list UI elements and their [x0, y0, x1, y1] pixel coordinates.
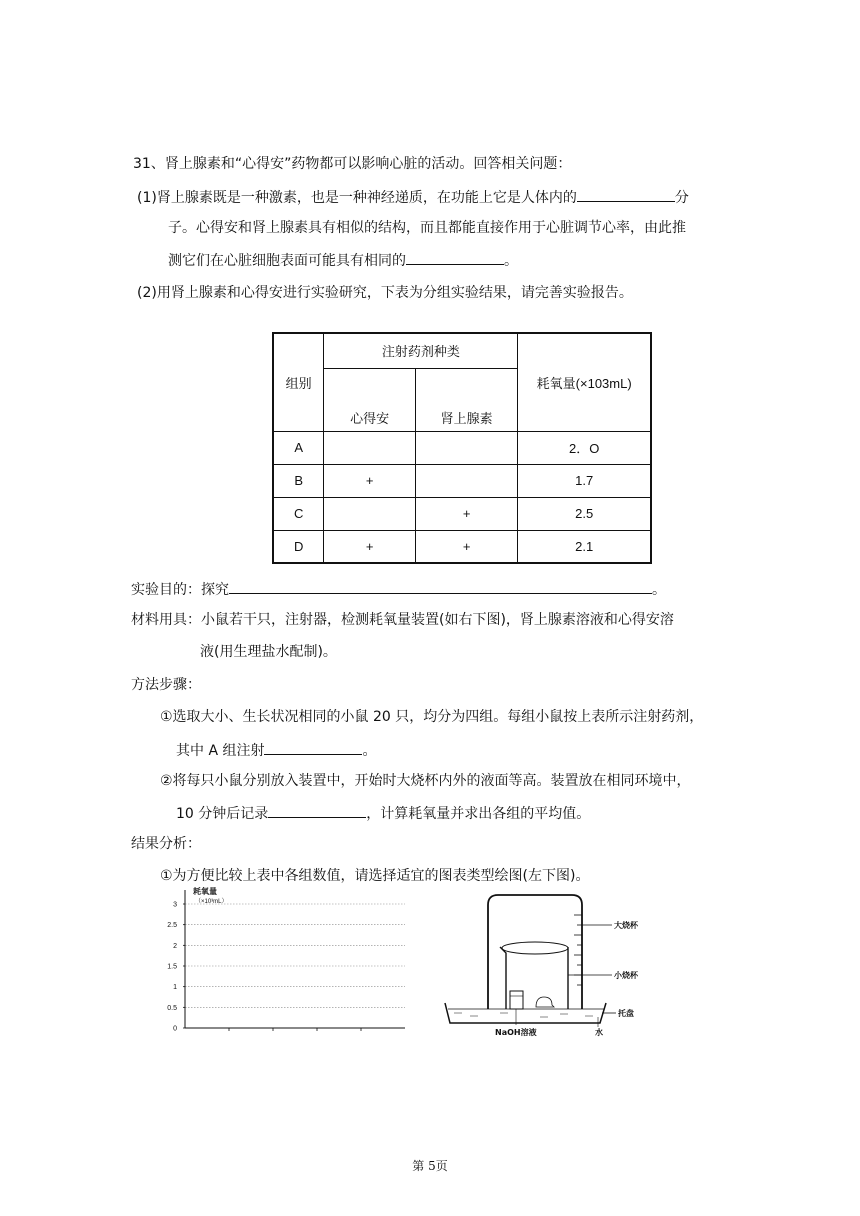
chart-ylabel-unit: （×10³mL）	[195, 899, 228, 905]
table-row	[273, 530, 651, 563]
experiment-table	[272, 332, 652, 564]
purpose-line	[131, 578, 666, 600]
page-number: 第 5页	[412, 1159, 448, 1173]
label-big-beaker: 大烧杯	[614, 921, 638, 930]
mouse-icon	[536, 997, 554, 1007]
y-tick-label: 0.5	[167, 1004, 177, 1012]
table-row	[273, 497, 651, 530]
answer-blank-step1[interactable]	[264, 739, 362, 755]
result-item1: ①为方便比较上表中各组数值，请选择适宜的图表类型绘图(左下图)。	[160, 868, 590, 884]
cell-xindean: +	[324, 464, 416, 497]
y-tick-label: 0	[173, 1025, 177, 1033]
purpose-end: 。	[652, 582, 666, 598]
answer-blank-step2[interactable]	[268, 802, 366, 818]
answer-blank-2[interactable]	[406, 249, 504, 265]
purpose-label: 实验目的：探究	[131, 582, 229, 598]
question-title: 31、肾上腺素和“心得安”药物都可以影响心脏的活动。回答相关问题：	[133, 156, 572, 172]
cell-oxygen: 1.7	[518, 464, 651, 497]
question-part1-line3	[168, 249, 518, 271]
table-row	[273, 431, 651, 464]
part1-text-c-end: 。	[504, 253, 518, 269]
header-xindean: 心得安	[324, 368, 416, 431]
step1-end: 。	[362, 743, 377, 759]
question-part2: (2)用肾上腺素和心得安进行实验研究，下表为分组实验结果，请完善实验报告。	[137, 285, 633, 301]
cell-xindean: +	[324, 530, 416, 563]
step1-line1: ①选取大小、生长状况相同的小鼠 20 只，均分为四组。每组小鼠按上表所示注射药剂，	[160, 709, 704, 725]
question-part1-line1	[137, 186, 689, 208]
cell-group: D	[273, 530, 324, 563]
naoh-cup	[510, 991, 523, 1009]
header-oxygen: 耗氧量(×103mL)	[518, 333, 651, 431]
answer-blank-purpose[interactable]	[229, 578, 652, 594]
cell-shenshangxian	[415, 431, 517, 464]
cell-shenshangxian: +	[415, 530, 517, 563]
label-tray: 托盘	[618, 1009, 634, 1018]
cell-oxygen: 2.5	[518, 497, 651, 530]
cell-group: C	[273, 497, 324, 530]
part1-text-a-end: 分	[674, 190, 689, 206]
step1-text-b: 其中 A 组注射	[176, 743, 265, 759]
header-reagent: 注射药剂种类	[324, 333, 518, 368]
header-group: 组别	[273, 333, 324, 431]
step2-text-b: 10 分钟后记录	[176, 806, 269, 822]
cell-xindean	[324, 431, 416, 464]
label-small-beaker: 小烧杯	[614, 971, 638, 980]
label-naoh: NaOH溶液	[495, 1028, 537, 1037]
label-water: 水	[595, 1028, 603, 1037]
cell-oxygen: 2．O	[518, 431, 651, 464]
step2-line2	[176, 802, 590, 824]
question-part1-line2: 子。心得安和肾上腺素具有相似的结构，而且都能直接作用于心脏调节心率，由此推	[168, 220, 686, 236]
header-shenshangxian: 肾上腺素	[415, 368, 517, 431]
cell-group: B	[273, 464, 324, 497]
part1-text-c: 测它们在心脏细胞表面可能具有相同的	[168, 253, 406, 269]
y-tick-label: 3	[173, 901, 177, 909]
y-tick-label: 1.5	[167, 963, 177, 971]
chart-ylabel: 耗氧量	[193, 887, 217, 896]
chart-grid	[167, 902, 405, 1033]
step1-line2	[176, 739, 376, 761]
table-row	[273, 464, 651, 497]
y-tick-label: 2.5	[167, 922, 177, 930]
materials-line1: 材料用具：小鼠若干只，注射器，检测耗氧量装置(如右下图)，肾上腺素溶液和心得安溶	[131, 612, 674, 628]
small-beaker-rim	[502, 942, 568, 954]
y-tick-label: 2	[173, 942, 177, 950]
cell-group: A	[273, 431, 324, 464]
method-title: 方法步骤：	[131, 677, 201, 693]
result-title: 结果分析：	[131, 836, 201, 852]
answer-blank-1[interactable]	[577, 186, 675, 202]
step2-end: ，计算耗氧量并求出各组的平均值。	[366, 806, 591, 822]
water-hatching	[454, 1013, 593, 1017]
cell-shenshangxian	[415, 464, 517, 497]
oxygen-chart	[165, 885, 405, 1035]
cell-xindean	[324, 497, 416, 530]
y-tick-label: 1	[173, 984, 177, 992]
step2-line1: ②将每只小鼠分别放入装置中，开始时大烧杯内外的液面等高。装置放在相同环境中，	[160, 773, 691, 789]
cell-shenshangxian: +	[415, 497, 517, 530]
cell-oxygen: 2.1	[518, 530, 651, 563]
apparatus-diagram	[440, 885, 660, 1045]
part1-text-a: (1)肾上腺素既是一种激素，也是一种神经递质，在功能上它是人体内的	[137, 190, 577, 206]
materials-line2: 液(用生理盐水配制)。	[200, 644, 337, 660]
scale-marks	[574, 915, 582, 985]
